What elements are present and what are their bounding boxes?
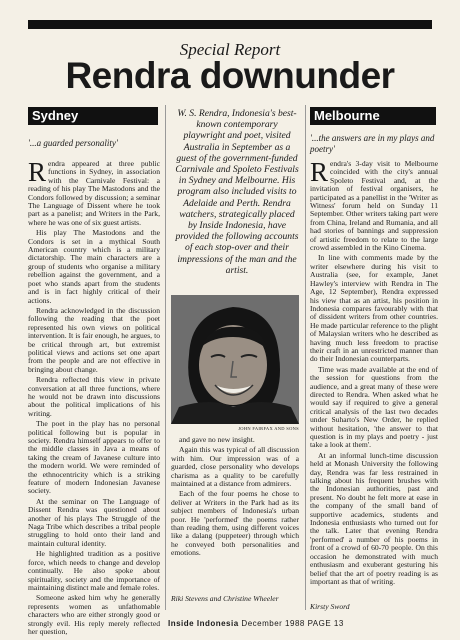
page-footer <box>168 619 344 628</box>
paragraph: His play The Mastodons and the Condors is set in a mythical South American country which is a military dictatorship. The main characters are a group of students who organise a military rebellion against the government, and a poet who stands apart from the students and is in fact highly critical of their actions. <box>28 228 160 305</box>
paragraph: Rendra appeared at three public functions in Sydney, in association with the Carnivale Festival: a reading of his play The Mastodons and the Condors followed by discussion; a seminar The Language of Dissent where he took part as a panelist; and Writers in the Park, where he was one of six guest artists. <box>28 157 160 227</box>
paragraph: In line with comments made by the writer elsewhere during his visit to Australia (see, for example, Janet Hawley's interview with Rendra in The Age, 12 September), Rendra expressed his view that as an artist, his position in Indonesia compares favourably with that of dissident writers from other countries. He made particular reference to the plight of Malaysian writers who he described as having much less freedom to practise their craft in an unrestricted manner than do their Indonesian counterparts. <box>310 253 438 364</box>
column-divider <box>165 105 166 610</box>
center-byline: Riki Stevens and Christine Wheeler <box>171 594 279 603</box>
paragraph: Rendra acknowledged in the discussion following the reading that the poet represented his own views on political intervention. It is fair enough, he argues, to be critical through art, but extremist political views and actions set one apart from the people and are not effective in bringing about change. <box>28 305 160 374</box>
melbourne-section-label: Melbourne <box>310 107 436 125</box>
melbourne-byline: Kirsty Sword <box>310 602 350 611</box>
paragraph: and gave no new insight. <box>179 435 255 444</box>
issue-info: December 1988 PAGE 13 <box>241 619 344 628</box>
page-title: Rendra downunder <box>65 55 395 96</box>
sydney-pull-quote: '...a guarded personality' <box>28 138 118 148</box>
melbourne-article <box>310 157 438 598</box>
sydney-article <box>28 157 160 636</box>
paragraph: Again this was typical of all discussion with him. Our impression was of a guarded, close personality who develops charisma as a quality to be carefully maintained at a distance from admirers. <box>171 445 299 489</box>
rendra-portrait <box>171 295 299 424</box>
paragraph: The poet in the play has no personal political following but is popular in society. Rendra himself appears to offer to the middle classes in Java a means of taking the cream of Javanese culture into the modern world. We were reminded of the ethnocentricity which is a striking feature of modern Indonesian Javanese society. <box>28 419 160 496</box>
paragraph: At an informal lunch-time discussion held at Monash University the following day, Rendra was far less restrained in talking about his frequent brushes with the Indonesian authorities, past and present. No doubt he felt more at ease in the company of the small band of supportive academics, students and Indonesia enthusiasts who turned out for the talk. Later that evening Rendra 'performed' a number of his poems in front of a crowd of 60-70 people. On this occasion he demonstrated with much enthusiasm and exuberant gesturing his belief that the art of poetry reading is as important as that of writing. <box>310 450 438 586</box>
column-divider <box>305 105 306 610</box>
paragraph: At the seminar on The Language of Dissent Rendra was questioned about another of his plays The Struggle of the Naga Tribe which describes a tribal people struggling to hold onto their land and maintain cultural identity. <box>28 496 160 548</box>
paragraph: He highlighted tradition as a positive force, which needs to change and develop continually. He also spoke about spirituality, society and the importance of maintaining distinct male and female roles. <box>28 549 160 592</box>
paragraph: Rendra's 3-day visit to Melbourne coincided with the city's annual Spoleto Festival and, at the invitation of festival organisers, he participated as a panellist in the 'Writer as Witness' forum held on Sunday 11 September. Other writers taking part were from China, Ireland and Rumania, and all had stories of bannings and suppression of artistic freedom to relate to the large crowd assembled in the Kino Cinema. <box>310 157 438 253</box>
intro-text: W. S. Rendra, Indonesia's best-known contemporary playwright and poet, visited Australia in September as a guest of the government-funded Carnivale and Spoleto Festivals in Sydney and Melbourne. His program also included visits to Adelaide and Perth. Rendra watchers, strategically placed by Inside Indonesia, have provided the following accounts of each stop-over and their impressions of the man and the artist. <box>175 108 299 276</box>
paragraph: Time was made available at the end of the session for questions from the audience, and a great many of these were directed to Rendra. When asked what he would say if required to give a general critical analysis of the last two decades under Suharto's New Order, he replied without hesitation, 'the answer to that question is in my plays and poetry - just take a look at them'. <box>310 364 438 450</box>
paragraph: Someone asked him why he generally represents women as unfathomable characters who are either strongly good or strongly evil. His reply merely reflected her question, <box>28 593 160 636</box>
top-rule <box>28 20 432 29</box>
melbourne-pull-quote: '...the answers are in my plays and poetry' <box>310 133 435 154</box>
paragraph: Rendra reflected this view in private conversation at all three functions, where he would not be drawn into discussions about the political implications of his writing. <box>28 375 160 418</box>
sydney-section-label: Sydney <box>28 107 158 125</box>
kicker: Special Report <box>179 40 281 59</box>
center-article <box>171 436 299 586</box>
paragraph: Each of the four poems he chose to deliver at Writers in the Park had as its subject members of Indonesia's urban poor. He 'performed' the poems rather than reading them, using different voices like a dalang (puppeteer) through which he conveyed both personalities and emotions. <box>171 489 299 558</box>
photo-credit: JOHN FAIRFAX AND SONS <box>238 426 299 431</box>
publication-name: Inside Indonesia <box>168 619 239 628</box>
